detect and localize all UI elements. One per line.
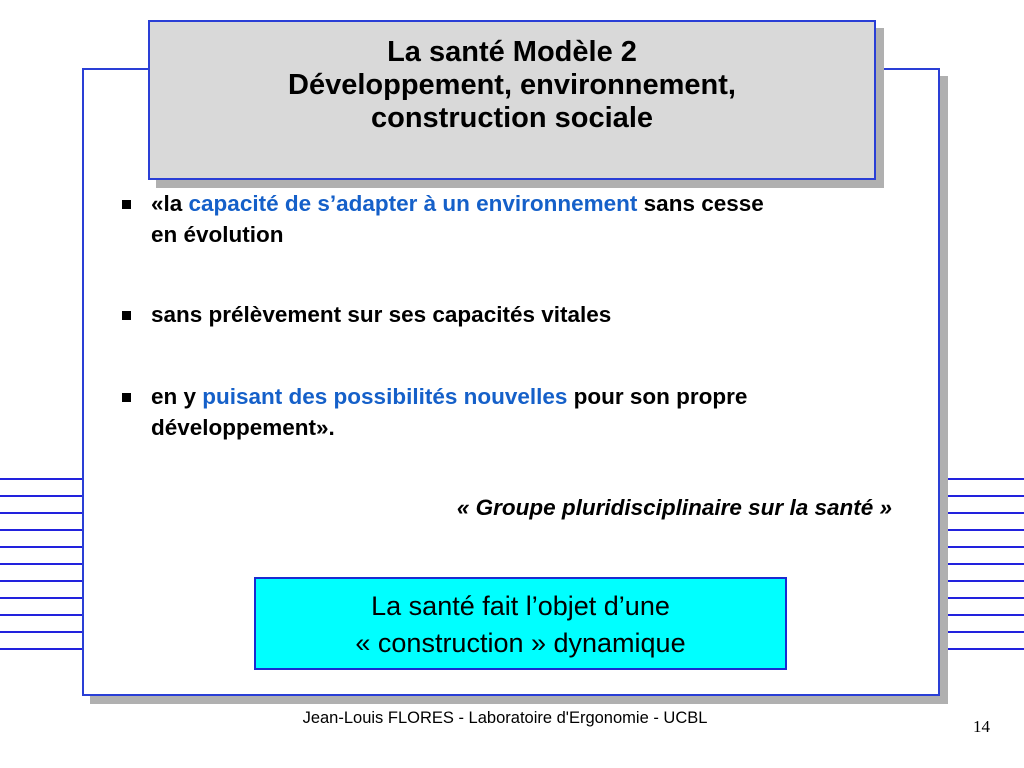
title-line-3: construction sociale bbox=[370, 102, 653, 134]
title-line-1: La santé Modèle 2 bbox=[387, 36, 637, 68]
bullet-3-line2: développement». bbox=[151, 415, 335, 440]
callout-box bbox=[254, 577, 787, 670]
decorative-stripes-right bbox=[942, 478, 1024, 668]
bullet-1-suffix: sans cesse bbox=[637, 191, 764, 216]
bullet-square-icon bbox=[122, 393, 131, 402]
callout-line-2: « construction » dynamique bbox=[355, 628, 686, 658]
title-box bbox=[148, 20, 876, 180]
callout-line-1: La santé fait l’objet d’une bbox=[371, 591, 670, 621]
bullet-3-highlight: puisant des possibilités nouvelles bbox=[202, 384, 568, 409]
bullet-1-line2: en évolution bbox=[151, 222, 284, 247]
bullet-1-prefix: «la bbox=[151, 191, 189, 216]
bullet-3-suffix: pour son propre bbox=[567, 384, 748, 409]
bullet-2-text: sans prélèvement sur ses capacités vitales bbox=[151, 302, 612, 327]
bullet-1-highlight: capacité de s’adapter à un environnement bbox=[188, 191, 638, 216]
page-number: 14 bbox=[973, 717, 990, 736]
footer-text: Jean-Louis FLORES - Laboratoire d'Ergonomie - UCBL bbox=[302, 709, 708, 727]
bullet-square-icon bbox=[122, 200, 131, 209]
bullet-square-icon bbox=[122, 311, 131, 320]
quote-attribution: « Groupe pluridisciplinaire sur la santé » bbox=[456, 495, 892, 520]
decorative-stripes-left bbox=[0, 478, 90, 668]
bullet-3-prefix: en y bbox=[151, 384, 203, 409]
title-line-2: Développement, environnement, bbox=[288, 69, 736, 101]
